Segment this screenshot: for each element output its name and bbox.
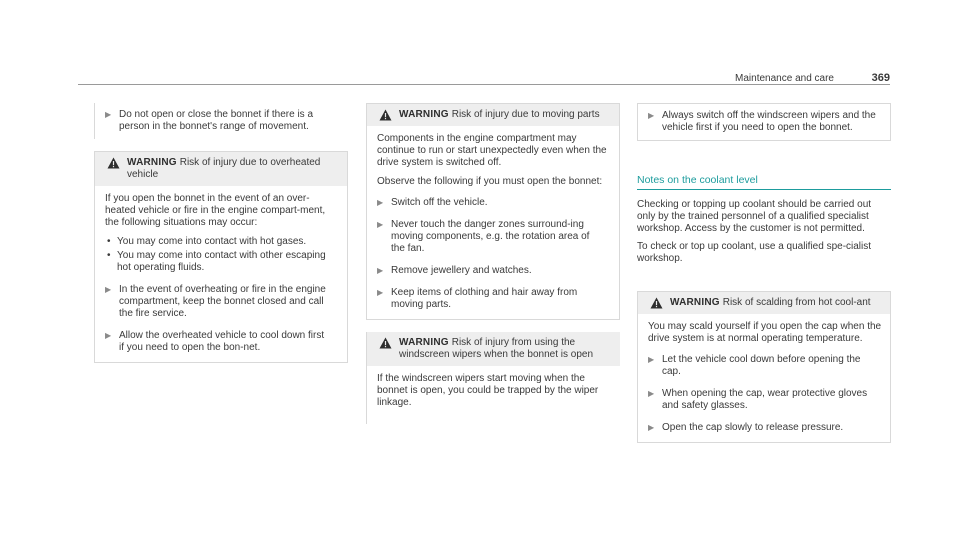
coolant-notes xyxy=(637,199,891,271)
header-rule xyxy=(78,84,890,85)
step-item: ▶ Always switch off the windscreen wipers and the vehicle first if you need to open the bonnet. xyxy=(648,110,876,133)
bullet-list xyxy=(105,236,339,274)
warning-title: Risk of injury from using the windscreen wipers when the bonnet is open xyxy=(399,337,594,360)
step-item: ▶ Remove jewellery and watches. xyxy=(377,265,532,276)
triangle-right-icon: ▶ xyxy=(105,331,112,340)
warning-header xyxy=(367,104,619,126)
warning-title: Risk of injury due to moving parts xyxy=(451,109,600,120)
warning-body: You may scald yourself if you open the cap when the drive system is at normal operating temperature. ▶ Let the vehicle cool down before opening the cap. ▶ When opening the cap, wear protective gloves and safety glasses. ▶ Open the cap slowly to release pressure. xyxy=(648,321,882,433)
triangle-right-icon: ▶ xyxy=(648,355,655,364)
warning-panel-moving-parts xyxy=(366,103,620,320)
header-section-title: Maintenance and care xyxy=(735,73,834,84)
triangle-right-icon: ▶ xyxy=(105,285,112,294)
step-panel xyxy=(94,103,348,139)
column-3 xyxy=(637,103,891,141)
list-item: • You may come into contact with other escaping hot operating fluids. xyxy=(107,250,326,273)
step-item: ▶ In the event of overheating or fire in the engine compartment, keep the bonnet closed and call the fire service. xyxy=(105,284,326,319)
column-2 xyxy=(366,103,620,424)
triangle-right-icon: ▶ xyxy=(648,389,655,398)
triangle-right-icon: ▶ xyxy=(648,111,655,120)
warning-triangle-icon xyxy=(107,157,127,169)
section-title-coolant: Notes on the coolant level xyxy=(637,174,891,190)
warning-triangle-icon xyxy=(379,109,399,121)
warning-label: WARNING xyxy=(670,297,720,308)
triangle-right-icon: ▶ xyxy=(377,288,384,297)
step-item: ▶ Switch off the vehicle. xyxy=(377,197,488,208)
list-item: • You may come into contact with hot gases. xyxy=(107,236,307,247)
warning-label: WARNING xyxy=(127,157,177,168)
page-number: 369 xyxy=(871,72,890,84)
step-item: ▶ When opening the cap, wear protective gloves and safety glasses. xyxy=(648,388,868,411)
warning-body: Components in the engine compartment may continue to run or start unexpectedly even when the drive system is switched off. Observe the following if you must open the bonnet: ▶ Switch off the vehicle. ▶ Never touch the danger zones surround-ing moving components, e.g. the rotation area of the fan. ▶ Remove jewellery and watches. ▶ Keep items of clothing and hair away from moving parts. xyxy=(367,126,619,319)
triangle-right-icon: ▶ xyxy=(377,198,384,207)
warning-label: WARNING xyxy=(399,337,449,348)
warning-title: Risk of injury due to overheated vehicle xyxy=(127,157,321,180)
warning-triangle-icon xyxy=(379,337,399,349)
step-item: ▶ Never touch the danger zones surround-ing moving components, e.g. the rotation area of the fan. xyxy=(377,219,590,254)
triangle-right-icon: ▶ xyxy=(377,220,384,229)
warning-triangle-icon xyxy=(650,297,670,309)
bullet-icon: • xyxy=(107,236,111,247)
warning-header xyxy=(95,152,347,186)
column-3-warning xyxy=(637,291,891,443)
warning-label: WARNING xyxy=(399,109,449,120)
paragraph: To check or top up coolant, use a qualified spe-cialist workshop. xyxy=(637,241,872,264)
step-item: ▶ Allow the overheated vehicle to cool down first if you need to open the bon-net. xyxy=(105,330,325,353)
step-item: ▶ Keep items of clothing and hair away from moving parts. xyxy=(377,287,578,310)
step-item: ▶ Let the vehicle cool down before opening the cap. xyxy=(648,354,861,377)
step-panel xyxy=(637,103,891,141)
warning-header xyxy=(367,332,620,366)
column-1 xyxy=(94,103,348,363)
bullet-icon: • xyxy=(107,250,111,261)
step-item: ▶ Do not open or close the bonnet if there is a person in the bonnet's range of movement. xyxy=(105,109,314,132)
warning-panel-scalding xyxy=(637,291,891,443)
warning-body: If the windscreen wipers start moving when the bonnet is open, you could be trapped by the wiper linkage. xyxy=(377,373,599,408)
triangle-right-icon: ▶ xyxy=(648,423,655,432)
warning-body: If you open the bonnet in the event of an over-heated vehicle or fire in the engine compart-ment, the following situations may occur: • You may come into contact with hot gases. • You may come into contact with other escaping hot operating fluids. ▶ In the event of overheating or fire in the engine compartment, keep the bonnet closed and call the fire service. ▶ Allow the overheated vehicle to cool down first if you need to open the bon-net. xyxy=(95,186,347,362)
step-item: ▶ Open the cap slowly to release pressure. xyxy=(648,422,844,433)
warning-header xyxy=(638,292,890,314)
paragraph: Checking or topping up coolant should be carried out only by the trained personnel of a qualified specialist workshop. Access by the customer is not permitted. xyxy=(637,199,872,234)
warning-title: Risk of scalding from hot cool-ant xyxy=(722,297,871,308)
warning-panel-wipers xyxy=(366,332,620,424)
triangle-right-icon: ▶ xyxy=(105,110,112,119)
triangle-right-icon: ▶ xyxy=(377,266,384,275)
warning-panel-overheated xyxy=(94,151,348,363)
